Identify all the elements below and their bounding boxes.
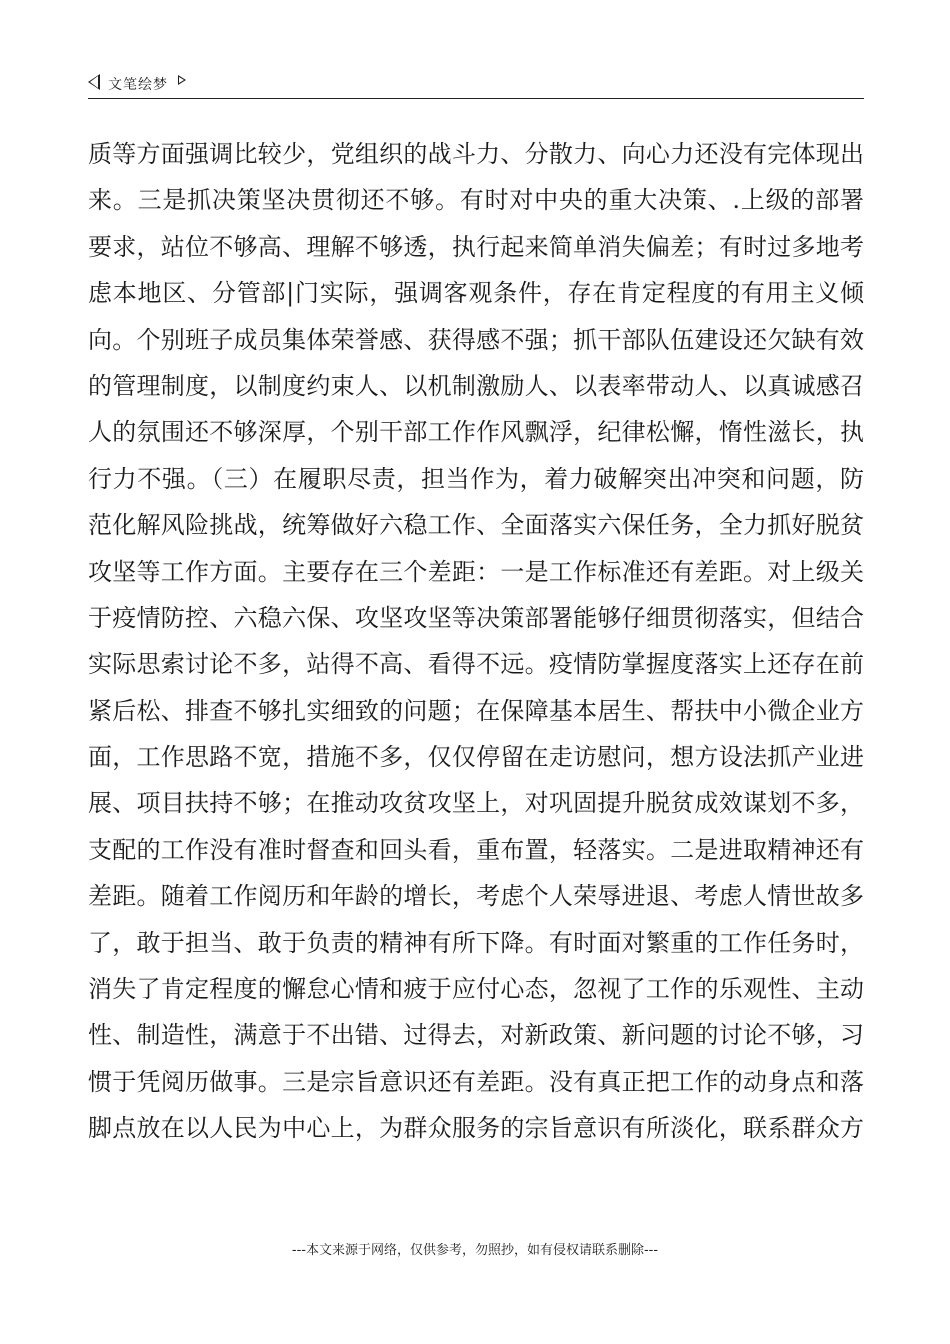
text-line: 支配的工作没有准时督查和回头看，重布置，轻落实。二是进取精神还有	[88, 835, 864, 864]
text-line: 展、项目扶持不够；在推动攻贫攻坚上，对巩固提升脱贫成效谋划不多，	[88, 789, 864, 818]
footer-disclaimer: ---本文来源于网络，仅供参考，勿照抄，如有侵权请联系删除---	[291, 1243, 659, 1258]
text-line: 惯于凭阅历做事。三是宗旨意识还有差距。没有真正把工作的动身点和落	[88, 1067, 864, 1096]
header-title: 文笔绘梦	[108, 77, 168, 93]
text-line: 紧后松、排查不够扎实细致的问题；在保障基本居生、帮扶中小微企业方	[88, 696, 864, 725]
text-line: 要求，站位不够高、理解不够透，执行起来简单消失偏差；有时过多地考	[88, 232, 864, 261]
text-line: 攻坚等工作方面。主要存在三个差距：一是工作标准还有差距。对上级关	[88, 557, 864, 586]
text-line: 向。个别班子成员集体荣誉感、获得感不强；抓干部队伍建设还欠缺有效	[88, 325, 864, 354]
left-triangle-icon	[88, 74, 100, 90]
right-triangle-icon	[178, 75, 186, 85]
text-line: 差距。随着工作阅历和年龄的增长，考虑个人荣辱进退、考虑人情世故多	[88, 882, 864, 911]
text-line: 实际思索讨论不多，站得不高、看得不远。疫情防掌握度落实上还存在前	[88, 650, 864, 679]
text-line: 质等方面强调比较少，党组织的战斗力、分散力、向心力还没有完体现出	[88, 140, 864, 168]
body-text	[88, 131, 864, 1152]
text-line: 虑本地区、分管部|门实际，强调客观条件，存在肯定程度的有用主义倾	[88, 279, 864, 308]
page-header	[88, 72, 864, 99]
text-line: 于疫情防控、六稳六保、攻坚攻坚等决策部署能够仔细贯彻落实，但结合	[88, 603, 864, 632]
text-line: 消失了肯定程度的懈怠心情和疲于应付心态，忽视了工作的乐观性、主动	[88, 975, 864, 1004]
text-line: 性、制造性，满意于不出错、过得去，对新政策、新问题的讨论不够，习	[88, 1021, 864, 1050]
text-line: 行力不强。（三）在履职尽责，担当作为，着力破解突出冲突和问题，防	[88, 464, 864, 493]
text-line: 脚点放在以人民为中心上，为群众服务的宗旨意识有所淡化，联系群众方	[88, 1114, 864, 1143]
text-line: 面，工作思路不宽，措施不多，仅仅停留在走访慰问，想方设法抓产业进	[88, 743, 864, 772]
text-line: 范化解风险挑战，统筹做好六稳工作、全面落实六保任务，全力抓好脱贫	[88, 511, 864, 540]
text-line: 来。三是抓决策坚决贯彻还不够。有时对中央的重大决策、.上级的部署	[88, 186, 864, 215]
text-line: 的管理制度，以制度约束人、以机制激励人、以表率带动人、以真诚感召	[88, 371, 864, 400]
text-line: 人的氛围还不够深厚，个别干部工作作风飘浮，纪律松懈，惰性滋长，执	[88, 418, 864, 447]
text-line: 了，敢于担当、敢于负责的精神有所下降。有时面对繁重的工作任务时，	[88, 928, 864, 957]
